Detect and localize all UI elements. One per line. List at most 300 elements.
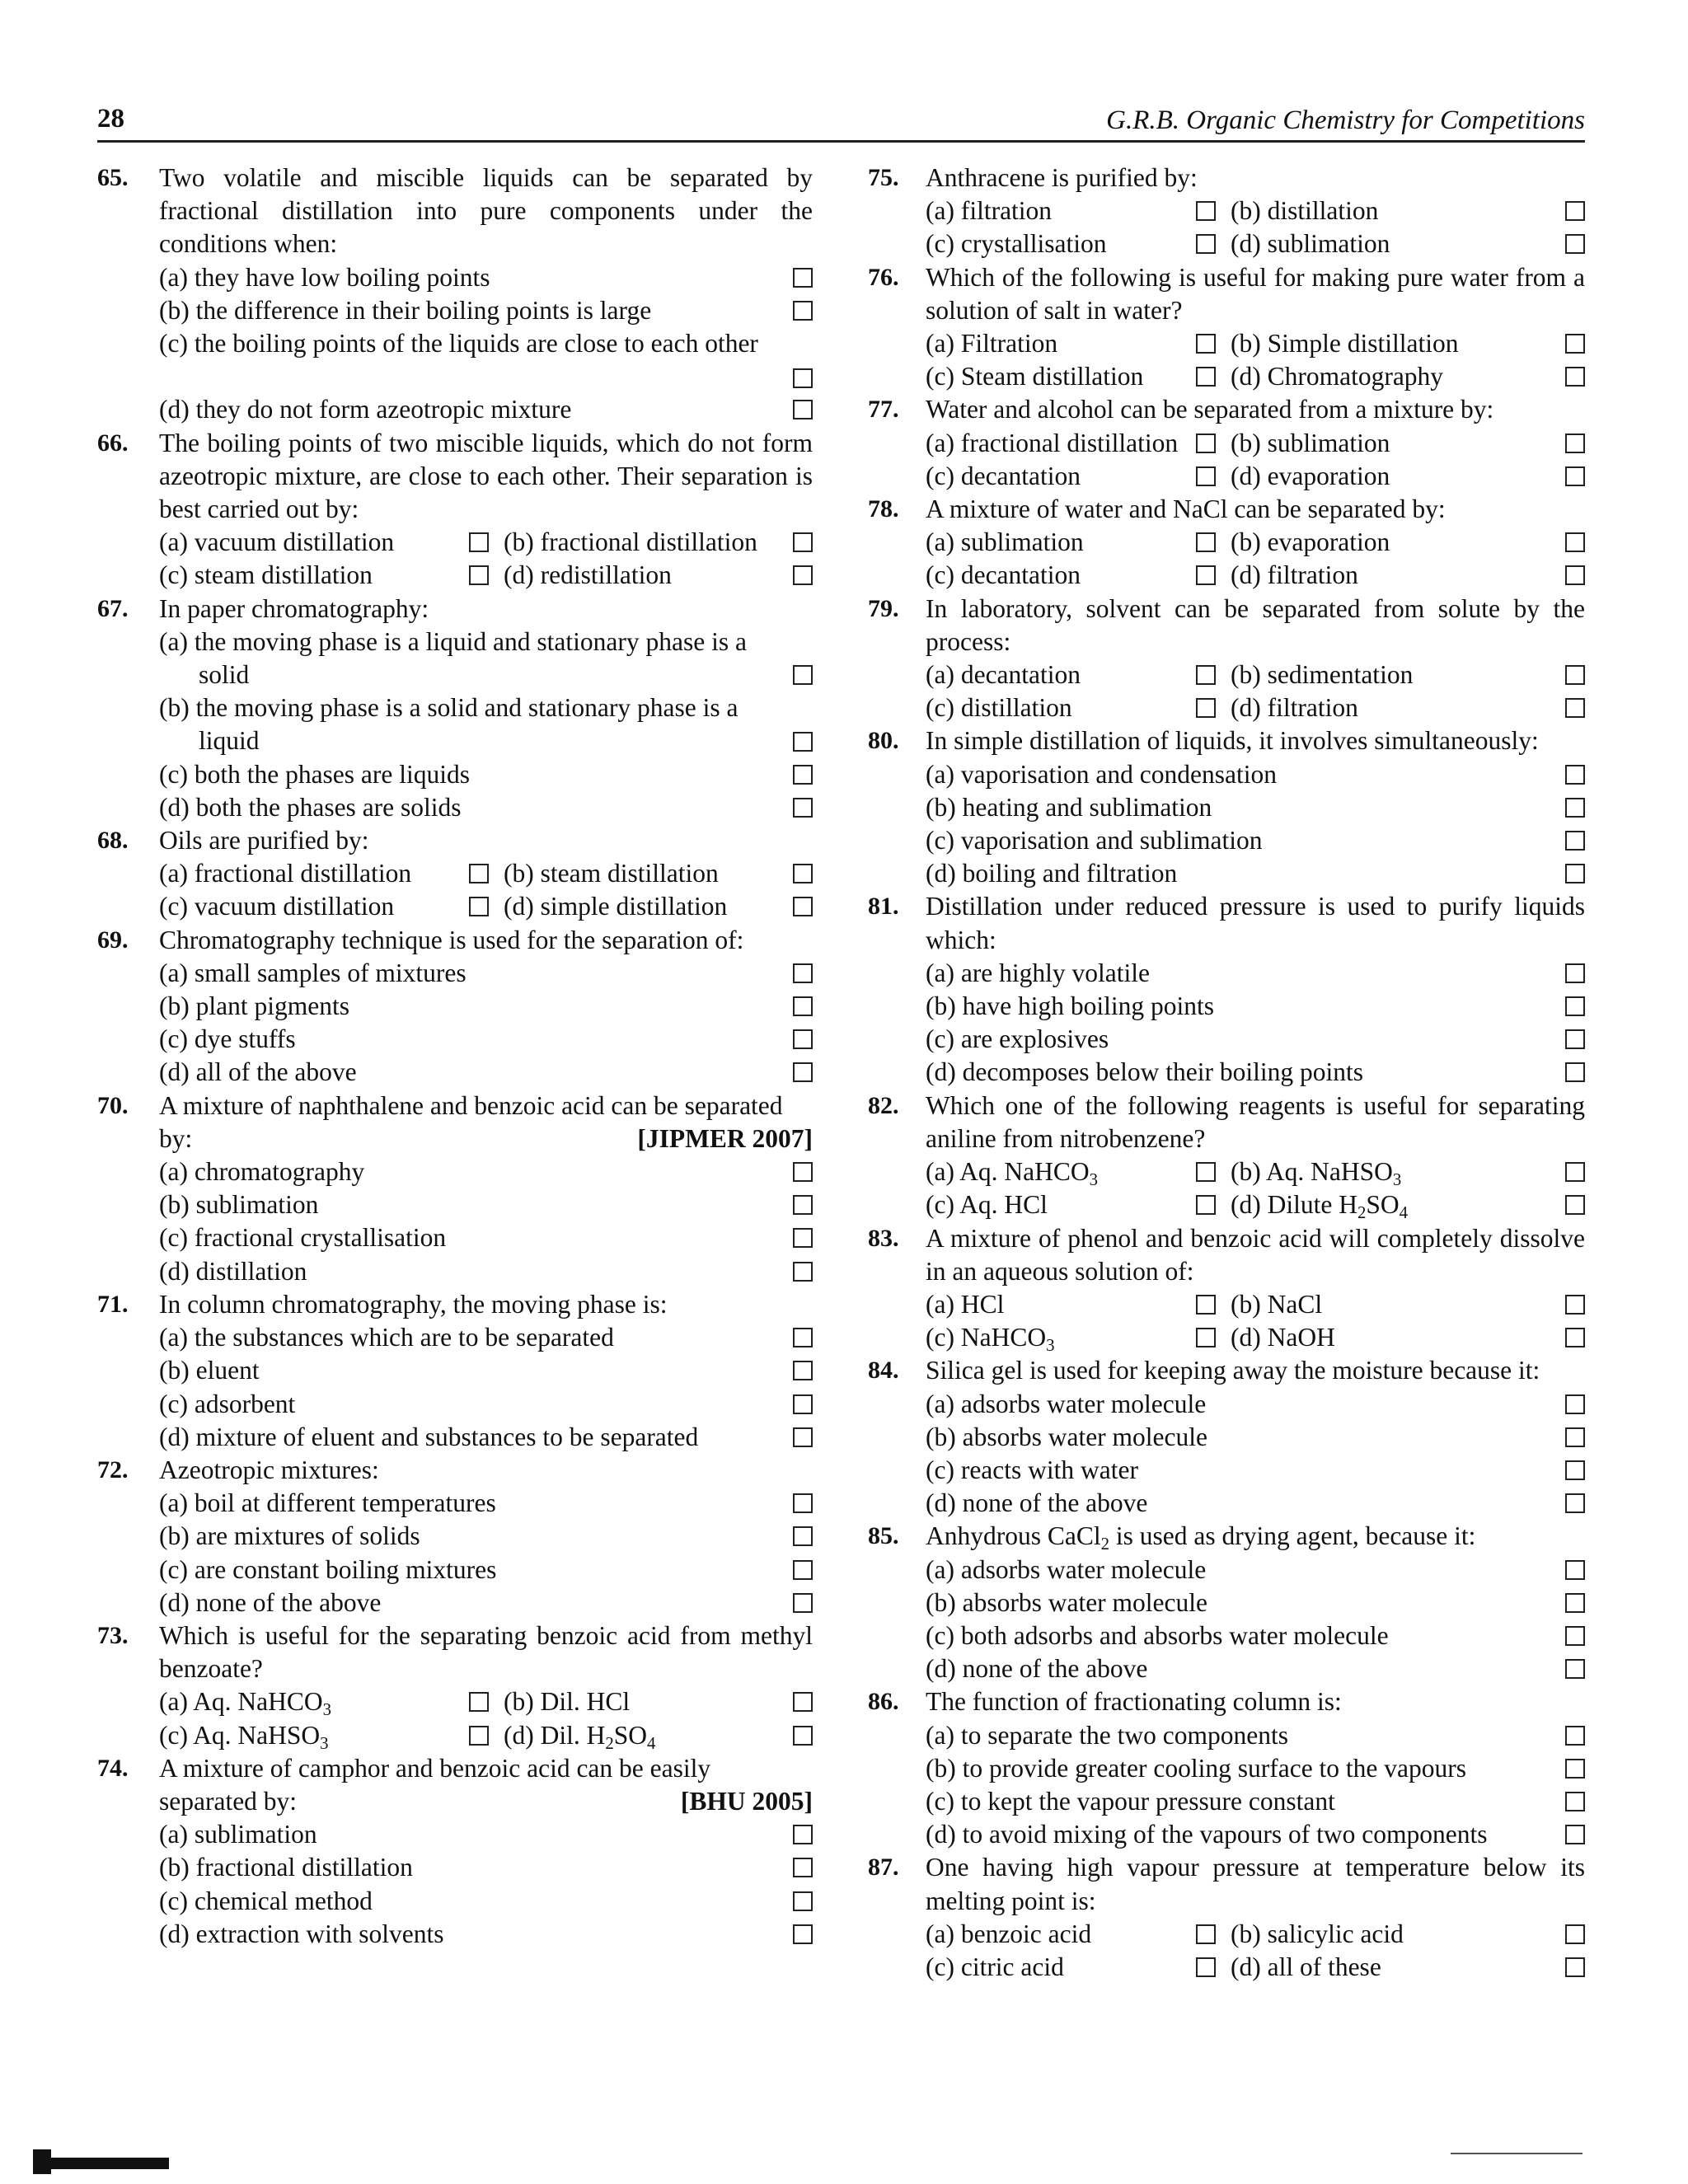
question-73 xyxy=(97,1619,813,1685)
option-row xyxy=(926,1155,1585,1188)
question-number: 76. xyxy=(868,263,899,291)
option-label: (c) Aq. HCl xyxy=(926,1190,1048,1220)
option-label: (d) mixture of eluent and substances to be separated xyxy=(159,1422,699,1451)
option-label: (d) simple distillation xyxy=(504,892,728,921)
option-label: (b) fractional distillation xyxy=(504,527,757,557)
option-label: (d) none of the above xyxy=(926,1488,1148,1518)
answer-checkbox[interactable] xyxy=(1565,565,1585,585)
option xyxy=(926,1487,1585,1520)
question-text: A mixture of camphor and benzoic acid can be easily xyxy=(159,1753,711,1783)
question-text: Distillation under reduced pressure is used to purify liquids which: xyxy=(926,892,1585,954)
answer-checkbox[interactable] xyxy=(1565,1560,1585,1580)
option-label: (b) fractional distillation xyxy=(159,1853,413,1882)
option-row xyxy=(926,526,1585,559)
option-label: (a) boil at different temperatures xyxy=(159,1488,496,1518)
question-81 xyxy=(868,890,1585,956)
question-text: Which of the following is useful for making pure water from a solution of salt in water? xyxy=(926,262,1585,325)
answer-checkbox[interactable] xyxy=(793,864,813,883)
question-69 xyxy=(97,924,813,957)
option xyxy=(159,1255,813,1288)
left-column xyxy=(97,162,813,1951)
answer-checkbox[interactable] xyxy=(793,732,813,752)
option-row xyxy=(926,1188,1585,1221)
option-label: (d) NaOH xyxy=(1231,1323,1335,1352)
answer-checkbox[interactable] xyxy=(1565,532,1585,552)
question-79 xyxy=(868,593,1585,658)
answer-checkbox[interactable] xyxy=(793,1062,813,1082)
question-number: 78. xyxy=(868,495,899,523)
question-text: Oils are purified by: xyxy=(159,826,369,855)
answer-checkbox[interactable] xyxy=(1565,1394,1585,1414)
option-label: (c) to kept the vapour pressure constant xyxy=(926,1786,1335,1816)
option xyxy=(159,1056,813,1089)
question-70 xyxy=(97,1090,813,1122)
question-number: 73. xyxy=(97,1621,129,1649)
answer-checkbox[interactable] xyxy=(1196,434,1216,453)
answer-checkbox[interactable] xyxy=(1565,1957,1585,1977)
answer-checkbox[interactable] xyxy=(793,368,813,388)
option xyxy=(926,758,1585,791)
answer-checkbox[interactable] xyxy=(1196,1924,1216,1944)
option xyxy=(926,1818,1585,1851)
question-82 xyxy=(868,1090,1585,1155)
option xyxy=(926,791,1585,824)
option-label: (b) are mixtures of solids xyxy=(159,1521,420,1551)
option-label: (c) are explosives xyxy=(926,1024,1109,1054)
option-label: (a) the substances which are to be separated xyxy=(159,1323,614,1352)
question-77 xyxy=(868,393,1585,426)
option-label: (d) none of the above xyxy=(926,1654,1148,1684)
answer-checkbox[interactable] xyxy=(1565,1029,1585,1049)
answer-checkbox[interactable] xyxy=(1196,201,1216,221)
answer-checkbox[interactable] xyxy=(793,1394,813,1414)
option-label: (a) the moving phase is a liquid and stationary phase is a solid xyxy=(159,626,747,690)
option xyxy=(159,1023,813,1056)
question-number: 67. xyxy=(97,594,129,622)
option-label: (c) dye stuffs xyxy=(159,1024,296,1054)
question-continuation xyxy=(159,1122,813,1155)
option-row xyxy=(926,360,1585,393)
option xyxy=(926,990,1585,1023)
right-column xyxy=(868,162,1585,1984)
option xyxy=(159,1520,813,1553)
answer-checkbox[interactable] xyxy=(793,1858,813,1877)
answer-checkbox[interactable] xyxy=(1565,996,1585,1016)
option-label: (d) evaporation xyxy=(1231,461,1390,490)
answer-checkbox[interactable] xyxy=(793,1560,813,1580)
running-title: G.R.B. Organic Chemistry for Competitions xyxy=(1106,105,1585,135)
option xyxy=(159,1851,813,1884)
answer-checkbox[interactable] xyxy=(1565,831,1585,851)
option xyxy=(159,1421,813,1454)
option xyxy=(159,1554,813,1586)
answer-checkbox[interactable] xyxy=(1196,1328,1216,1347)
answer-checkbox[interactable] xyxy=(1196,334,1216,354)
answer-checkbox[interactable] xyxy=(1196,665,1216,685)
question-85 xyxy=(868,1520,1585,1553)
answer-checkbox[interactable] xyxy=(793,1162,813,1182)
option xyxy=(159,294,813,327)
question-number: 65. xyxy=(97,164,129,191)
option-label: (c) both adsorbs and absorbs water molecule xyxy=(926,1620,1389,1650)
option-label: (c) citric acid xyxy=(926,1952,1064,1981)
option-label: (b) absorbs water molecule xyxy=(926,1422,1207,1451)
answer-checkbox[interactable] xyxy=(1196,532,1216,552)
answer-checkbox[interactable] xyxy=(469,897,489,916)
answer-checkbox[interactable] xyxy=(1565,963,1585,983)
option xyxy=(159,327,813,360)
question-text: The function of fractionating column is: xyxy=(926,1687,1342,1717)
answer-checkbox[interactable] xyxy=(793,1493,813,1513)
option-label: (b) absorbs water molecule xyxy=(926,1587,1207,1617)
question-number: 82. xyxy=(868,1091,899,1119)
answer-checkbox[interactable] xyxy=(793,1891,813,1911)
answer-checkbox[interactable] xyxy=(1565,1626,1585,1646)
answer-checkbox[interactable] xyxy=(1196,1295,1216,1315)
option-label: (d) both the phases are solids xyxy=(159,792,462,822)
answer-checkbox[interactable] xyxy=(1565,864,1585,883)
question-65 xyxy=(97,162,813,261)
question-number: 72. xyxy=(97,1455,129,1483)
answer-checkbox[interactable] xyxy=(793,268,813,288)
option xyxy=(159,1388,813,1421)
question-71 xyxy=(97,1288,813,1321)
option-box-line xyxy=(97,360,813,393)
answer-checkbox[interactable] xyxy=(1565,1295,1585,1315)
answer-checkbox[interactable] xyxy=(793,897,813,916)
option-row xyxy=(926,1951,1585,1984)
answer-checkbox[interactable] xyxy=(1565,1328,1585,1347)
answer-checkbox[interactable] xyxy=(793,1361,813,1380)
option xyxy=(926,1554,1585,1586)
option-label: (a) chromatography xyxy=(159,1157,365,1187)
answer-checkbox[interactable] xyxy=(793,1228,813,1248)
answer-checkbox[interactable] xyxy=(793,1924,813,1944)
scan-smudge xyxy=(33,2158,169,2169)
question-text: Azeotropic mixtures: xyxy=(159,1455,379,1484)
question-text: A mixture of naphthalene and benzoic acid can be separated xyxy=(159,1090,783,1120)
question-text: by: xyxy=(159,1123,193,1153)
option-label: (a) benzoic acid xyxy=(926,1919,1092,1948)
answer-checkbox[interactable] xyxy=(1565,1195,1585,1215)
answer-checkbox[interactable] xyxy=(469,565,489,585)
option xyxy=(926,1056,1585,1089)
answer-checkbox[interactable] xyxy=(1565,1493,1585,1513)
question-text: Water and alcohol can be separated from a mixture by: xyxy=(926,395,1494,424)
option-row xyxy=(926,427,1585,460)
option-label: (d) Dil. $H_2SO_4$ xyxy=(504,1720,656,1753)
answer-checkbox[interactable] xyxy=(793,400,813,419)
question-78 xyxy=(868,493,1585,526)
answer-checkbox[interactable] xyxy=(1565,1759,1585,1779)
question-number: 69. xyxy=(97,926,129,954)
option-label: (a) fractional distillation xyxy=(159,859,412,888)
question-text: In simple distillation of liquids, it involves simultaneously: xyxy=(926,726,1539,756)
option xyxy=(159,1818,813,1851)
option-label: (c) crystallisation xyxy=(926,229,1107,259)
question-text: separated by: xyxy=(159,1786,298,1816)
option-label: (a) vacuum distillation xyxy=(159,527,395,557)
question-80 xyxy=(868,724,1585,757)
option-label: (c) decantation xyxy=(926,461,1081,490)
option-label: (a) adsorbs water molecule xyxy=(926,1554,1207,1584)
answer-checkbox[interactable] xyxy=(1565,234,1585,254)
question-number: 87. xyxy=(868,1854,899,1882)
option-label: (d) to avoid mixing of the vapours of two components xyxy=(926,1820,1488,1849)
option-label: (c) decantation xyxy=(926,560,1081,590)
option-label: (c) adsorbent xyxy=(159,1389,296,1418)
answer-checkbox[interactable] xyxy=(1565,1427,1585,1447)
question-text: In laboratory, solvent can be separated from solute by the process: xyxy=(926,593,1585,656)
question-number: 71. xyxy=(97,1290,129,1318)
option-label: (c) Steam distillation xyxy=(926,362,1144,391)
option-row xyxy=(159,890,813,923)
option xyxy=(926,1619,1585,1652)
answer-checkbox[interactable] xyxy=(1565,1825,1585,1844)
answer-checkbox[interactable] xyxy=(1565,765,1585,785)
option-label: (b) Aq. NaHSO$_3$ xyxy=(1231,1157,1402,1190)
question-number: 80. xyxy=(868,727,899,755)
option-row xyxy=(926,227,1585,260)
answer-checkbox[interactable] xyxy=(469,1692,489,1712)
option xyxy=(926,1421,1585,1454)
option-label: (b) sedimentation xyxy=(1231,660,1414,690)
answer-checkbox[interactable] xyxy=(1565,201,1585,221)
option-label: (a) sublimation xyxy=(159,1820,317,1849)
option xyxy=(159,1487,813,1520)
option-row xyxy=(926,194,1585,227)
option-label: (d) all of these xyxy=(1231,1952,1381,1981)
question-number: 86. xyxy=(868,1688,899,1716)
option-label: (d) filtration xyxy=(1231,560,1358,590)
option-row xyxy=(926,1321,1585,1354)
option-label: (b) NaCl xyxy=(1231,1289,1323,1319)
option-label: (d) distillation xyxy=(159,1256,307,1286)
question-74 xyxy=(97,1752,813,1785)
option-row xyxy=(926,1918,1585,1951)
question-number: 68. xyxy=(97,827,129,855)
answer-checkbox[interactable] xyxy=(1196,565,1216,585)
question-68 xyxy=(97,824,813,857)
question-text: Silica gel is used for keeping away the moisture because it: xyxy=(926,1356,1540,1385)
option-label: (d) Dilute $H_2SO_4$ xyxy=(1231,1190,1409,1223)
option-label: (b) sublimation xyxy=(1231,428,1390,457)
question-66 xyxy=(97,427,813,527)
option xyxy=(159,393,813,426)
answer-checkbox[interactable] xyxy=(793,996,813,1016)
answer-checkbox[interactable] xyxy=(1196,234,1216,254)
question-number: 81. xyxy=(868,893,899,921)
answer-checkbox[interactable] xyxy=(1565,367,1585,387)
question-number: 74. xyxy=(97,1754,129,1782)
answer-checkbox[interactable] xyxy=(793,765,813,785)
answer-checkbox[interactable] xyxy=(793,1825,813,1844)
question-75 xyxy=(868,162,1585,194)
answer-checkbox[interactable] xyxy=(1196,367,1216,387)
question-87 xyxy=(868,1851,1585,1917)
question-text: Chromatography technique is used for the separation of: xyxy=(159,925,744,954)
answer-checkbox[interactable] xyxy=(1565,1062,1585,1082)
answer-checkbox[interactable] xyxy=(1196,1957,1216,1977)
question-number: 66. xyxy=(97,429,129,457)
option xyxy=(159,261,813,294)
question-text: In column chromatography, the moving phase is: xyxy=(159,1289,668,1319)
answer-checkbox[interactable] xyxy=(1565,1162,1585,1182)
answer-checkbox[interactable] xyxy=(1565,1924,1585,1944)
option-label: (c) the boiling points of the liquids are close to each other xyxy=(159,329,758,359)
question-number: 83. xyxy=(868,1224,899,1252)
option-label: (a) to separate the two components xyxy=(926,1720,1288,1750)
question-83 xyxy=(868,1222,1585,1288)
answer-checkbox[interactable] xyxy=(1565,1659,1585,1679)
option-label: (d) Chromatography xyxy=(1231,362,1444,391)
answer-checkbox[interactable] xyxy=(793,532,813,552)
answer-checkbox[interactable] xyxy=(793,1328,813,1347)
answer-checkbox[interactable] xyxy=(793,1726,813,1746)
option-label: (a) small samples of mixtures xyxy=(159,958,467,987)
option xyxy=(926,1719,1585,1752)
answer-checkbox[interactable] xyxy=(793,1526,813,1546)
option-label: (b) Simple distillation xyxy=(1231,329,1459,359)
option xyxy=(159,957,813,990)
option xyxy=(926,1752,1585,1785)
answer-checkbox[interactable] xyxy=(793,1692,813,1712)
option xyxy=(926,1785,1585,1818)
option-label: (a) Filtration xyxy=(926,329,1058,359)
question-72 xyxy=(97,1454,813,1487)
option-label: (a) they have low boiling points xyxy=(159,262,490,292)
question-text: Anthracene is purified by: xyxy=(926,163,1198,192)
page-header xyxy=(97,101,1585,143)
option-label: (c) fractional crystallisation xyxy=(159,1223,447,1253)
option-row xyxy=(926,1288,1585,1321)
option xyxy=(926,1388,1585,1421)
option-label: (c) vacuum distillation xyxy=(159,892,395,921)
option-label: (c) are constant boiling mixtures xyxy=(159,1554,497,1584)
question-86 xyxy=(868,1685,1585,1718)
question-text: In paper chromatography: xyxy=(159,593,429,623)
question-text: The boiling points of two miscible liquids, which do not form azeotropic mixture, are close to each other. Their separation is best carried out by: xyxy=(159,428,813,524)
option xyxy=(159,1321,813,1354)
question-67 xyxy=(97,593,813,626)
answer-checkbox[interactable] xyxy=(793,1427,813,1447)
answer-checkbox[interactable] xyxy=(1565,665,1585,685)
option-label: (d) sublimation xyxy=(1231,229,1390,259)
question-text: A mixture of water and NaCl can be separated by: xyxy=(926,494,1446,524)
option-row xyxy=(159,1719,813,1752)
question-text: Which one of the following reagents is useful for separating aniline from nitrobenzene? xyxy=(926,1090,1585,1153)
answer-checkbox[interactable] xyxy=(1565,466,1585,486)
option-label: (a) HCl xyxy=(926,1289,1005,1319)
answer-checkbox[interactable] xyxy=(1565,1460,1585,1480)
option-row xyxy=(926,691,1585,724)
option-label: (b) steam distillation xyxy=(504,859,719,888)
answer-checkbox[interactable] xyxy=(1565,434,1585,453)
answer-checkbox[interactable] xyxy=(793,1593,813,1613)
option xyxy=(159,1155,813,1188)
answer-checkbox[interactable] xyxy=(793,665,813,685)
option-label: (b) sublimation xyxy=(159,1190,319,1220)
option-label: (b) have high boiling points xyxy=(926,991,1214,1021)
question-number: 77. xyxy=(868,396,899,424)
answer-checkbox[interactable] xyxy=(793,1195,813,1215)
footer-rule xyxy=(1451,2153,1582,2154)
question-number: 70. xyxy=(97,1091,129,1119)
option xyxy=(926,857,1585,890)
option-row xyxy=(159,559,813,592)
answer-checkbox[interactable] xyxy=(793,1262,813,1282)
option-label: (c) chemical method xyxy=(159,1886,373,1915)
exam-source-tag: [JIPMER 2007] xyxy=(637,1123,813,1153)
answer-checkbox[interactable] xyxy=(1565,1593,1585,1613)
option-label: (b) the difference in their boiling points is large xyxy=(159,295,652,325)
question-84 xyxy=(868,1354,1585,1387)
option xyxy=(926,1586,1585,1619)
question-text: A mixture of phenol and benzoic acid will completely dissolve in an aqueous solution of: xyxy=(926,1223,1585,1286)
option-row xyxy=(159,857,813,890)
option-label: (b) eluent xyxy=(159,1356,260,1385)
option-label: (d) all of the above xyxy=(159,1057,357,1087)
answer-checkbox[interactable] xyxy=(1565,334,1585,354)
option xyxy=(159,1188,813,1221)
question-text: Two volatile and miscible liquids can be separated by fractional distillation into pure components under the conditions when: xyxy=(159,163,813,259)
question-continuation xyxy=(159,1785,813,1818)
option-row xyxy=(926,658,1585,691)
answer-checkbox[interactable] xyxy=(1565,698,1585,718)
option-label: (a) vaporisation and condensation xyxy=(926,759,1277,789)
answer-checkbox[interactable] xyxy=(793,1029,813,1049)
scan-smudge xyxy=(33,2149,51,2174)
option xyxy=(926,1652,1585,1685)
answer-checkbox[interactable] xyxy=(793,798,813,818)
answer-checkbox[interactable] xyxy=(1196,466,1216,486)
option xyxy=(159,791,813,824)
option-label: (a) Aq. NaHCO$_3$ xyxy=(159,1687,331,1720)
option-label: (b) heating and sublimation xyxy=(926,792,1212,822)
question-text: Which is useful for the separating benzoic acid from methyl benzoate? xyxy=(159,1620,813,1684)
question-number: 75. xyxy=(868,164,899,191)
answer-checkbox[interactable] xyxy=(1565,798,1585,818)
answer-checkbox[interactable] xyxy=(793,565,813,585)
option-label: (d) redistillation xyxy=(504,560,672,590)
question-text: One having high vapour pressure at temperature below its melting point is: xyxy=(926,1853,1585,1915)
option-label: (c) reacts with water xyxy=(926,1455,1138,1484)
option-label: (b) plant pigments xyxy=(159,991,349,1021)
question-number: 84. xyxy=(868,1357,899,1385)
option-label: (c) vaporisation and sublimation xyxy=(926,826,1263,855)
option-label: (d) decomposes below their boiling points xyxy=(926,1057,1364,1087)
answer-checkbox[interactable] xyxy=(469,1726,489,1746)
option-label: (a) adsorbs water molecule xyxy=(926,1389,1207,1418)
answer-checkbox[interactable] xyxy=(1565,1726,1585,1746)
option-label: (c) distillation xyxy=(926,693,1072,723)
answer-checkbox[interactable] xyxy=(1196,1195,1216,1215)
option-row xyxy=(926,460,1585,493)
option-label: (c) steam distillation xyxy=(159,560,373,590)
option-row xyxy=(926,559,1585,592)
answer-checkbox[interactable] xyxy=(1565,1792,1585,1811)
answer-checkbox[interactable] xyxy=(469,864,489,883)
option-label: (b) evaporation xyxy=(1231,527,1390,557)
option-label: (a) Aq. NaHCO$_3$ xyxy=(926,1157,1098,1190)
option-label: (a) decantation xyxy=(926,660,1081,690)
answer-checkbox[interactable] xyxy=(1196,1162,1216,1182)
answer-checkbox[interactable] xyxy=(469,532,489,552)
answer-checkbox[interactable] xyxy=(793,301,813,321)
answer-checkbox[interactable] xyxy=(793,963,813,983)
exam-source-tag: [BHU 2005] xyxy=(680,1786,813,1816)
answer-checkbox[interactable] xyxy=(1196,698,1216,718)
